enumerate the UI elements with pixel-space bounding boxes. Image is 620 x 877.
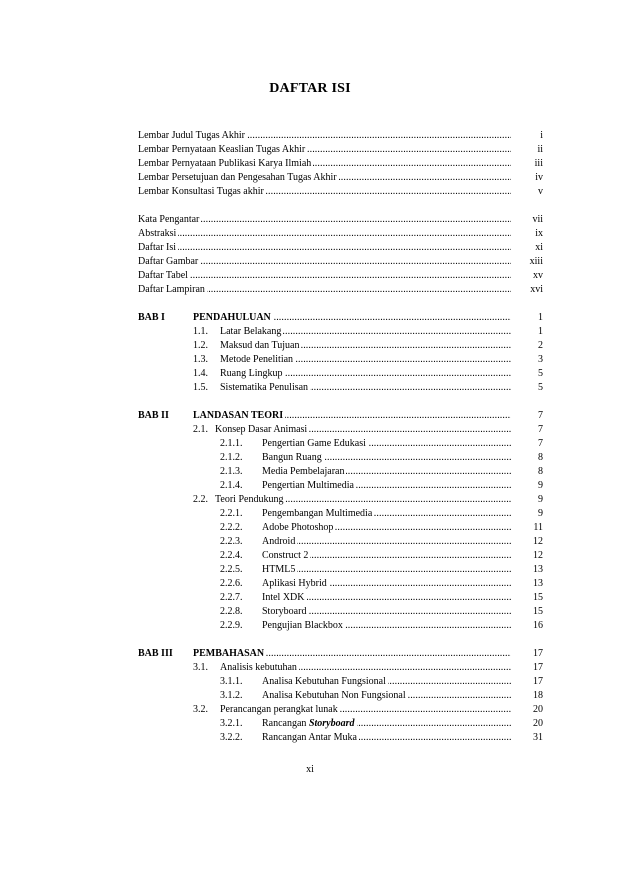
toc-subsection[interactable]: 2.2.6. . . . Aplikasi Hybrid 13 [220, 577, 543, 590]
toc-subsection[interactable]: 3.2.2. . . . Rancangan Antar Muka 31 [220, 731, 543, 744]
toc-subsection[interactable]: 3.2.1. . . . Rancangan Storyboard 20 [220, 717, 543, 730]
toc-subsection[interactable]: 2.2.8. . . . Storyboard 15 [220, 605, 543, 618]
toc-section[interactable]: 1.5. . . . Sistematika Penulisan 5 [193, 381, 543, 394]
toc-subsection[interactable]: 3.1.1. . . . Analisa Kebutuhan Fungsional 17 [220, 675, 543, 688]
toc-entry[interactable]: . . . Daftar Isi xi [138, 241, 543, 254]
toc-section[interactable]: 2.2. . . . Teori Pendukung 9 [193, 493, 543, 506]
toc-entry[interactable]: . . . Lembar Konsultasi Tugas akhir v [138, 185, 543, 198]
toc-entry[interactable]: . . . Daftar Gambar xiii [138, 255, 543, 268]
toc-subsection[interactable]: 2.1.2. . . . Bangun Ruang 8 [220, 451, 543, 464]
toc-subsection[interactable]: 2.1.1. . . . Pengertian Game Edukasi 7 [220, 437, 543, 450]
toc-chapter-2[interactable]: BAB II . . . LANDASAN TEORI 7 [138, 409, 543, 422]
toc-subsection[interactable]: 2.2.7. . . . Intel XDK 15 [220, 591, 543, 604]
toc-chapter-1[interactable]: BAB I . . . PENDAHULUAN 1 [138, 311, 543, 324]
toc-section[interactable]: 2.1. . . . Konsep Dasar Animasi 7 [193, 423, 543, 436]
toc-entry[interactable]: . . . Lembar Judul Tugas Akhir i [138, 129, 543, 142]
toc-section[interactable]: 1.3. . . . Metode Penelitian 3 [193, 353, 543, 366]
toc-entry[interactable]: . . . Lembar Persetujuan dan Pengesahan Tugas Akhir iv [138, 171, 543, 184]
toc-section[interactable]: 1.2. . . . Maksud dan Tujuan 2 [193, 339, 543, 352]
toc-entry[interactable]: . . . Daftar Tabel xv [138, 269, 543, 282]
toc-section[interactable]: 3.1. . . . Analisis kebutuhan 17 [193, 661, 543, 674]
toc-entry[interactable]: . . . Lembar Pernyataan Keaslian Tugas Akhir ii [138, 143, 543, 156]
toc-subsection[interactable]: 2.2.1. . . . Pengembangan Multimedia 9 [220, 507, 543, 520]
toc-subsection[interactable]: 2.2.5. . . . HTML5 13 [220, 563, 543, 576]
toc-subsection[interactable]: 2.2.2. . . . Adobe Photoshop 11 [220, 521, 543, 534]
page-number: xi [306, 764, 314, 775]
toc-subsection[interactable]: 3.1.2. . . . Analisa Kebutuhan Non Fungsional 18 [220, 689, 543, 702]
toc-subsection[interactable]: 2.1.3. . . . Media Pembelajaran 8 [220, 465, 543, 478]
toc-chapter-3[interactable]: BAB III . . . PEMBAHASAN 17 [138, 647, 543, 660]
toc-subsection[interactable]: 2.2.4. . . . Construct 2 12 [220, 549, 543, 562]
toc-entry[interactable]: . . . Lembar Pernyataan Publikasi Karya Ilmiah iii [138, 157, 543, 170]
toc-section[interactable]: 1.1. . . . Latar Belakang 1 [193, 325, 543, 338]
toc-subsection[interactable]: 2.2.9. . . . Pengujian Blackbox 16 [220, 619, 543, 632]
storyboard-entry-text: Rancangan Storyboard [262, 718, 355, 729]
toc-entry[interactable]: . . . Daftar Lampiran xvi [138, 283, 543, 296]
toc-subsection[interactable]: 2.1.4. . . . Pengertian Multimedia 9 [220, 479, 543, 492]
toc-section[interactable]: 3.2. . . . Perancangan perangkat lunak 20 [193, 703, 543, 716]
toc-entry[interactable]: . . . Kata Pengantar vii [138, 213, 543, 226]
toc-section[interactable]: 1.4. . . . Ruang Lingkup 5 [193, 367, 543, 380]
toc-entry[interactable]: . . . Abstraksi ix [138, 227, 543, 240]
toc-subsection[interactable]: 2.2.3. . . . Android 12 [220, 535, 543, 548]
page-title: DAFTAR ISI [269, 81, 351, 96]
